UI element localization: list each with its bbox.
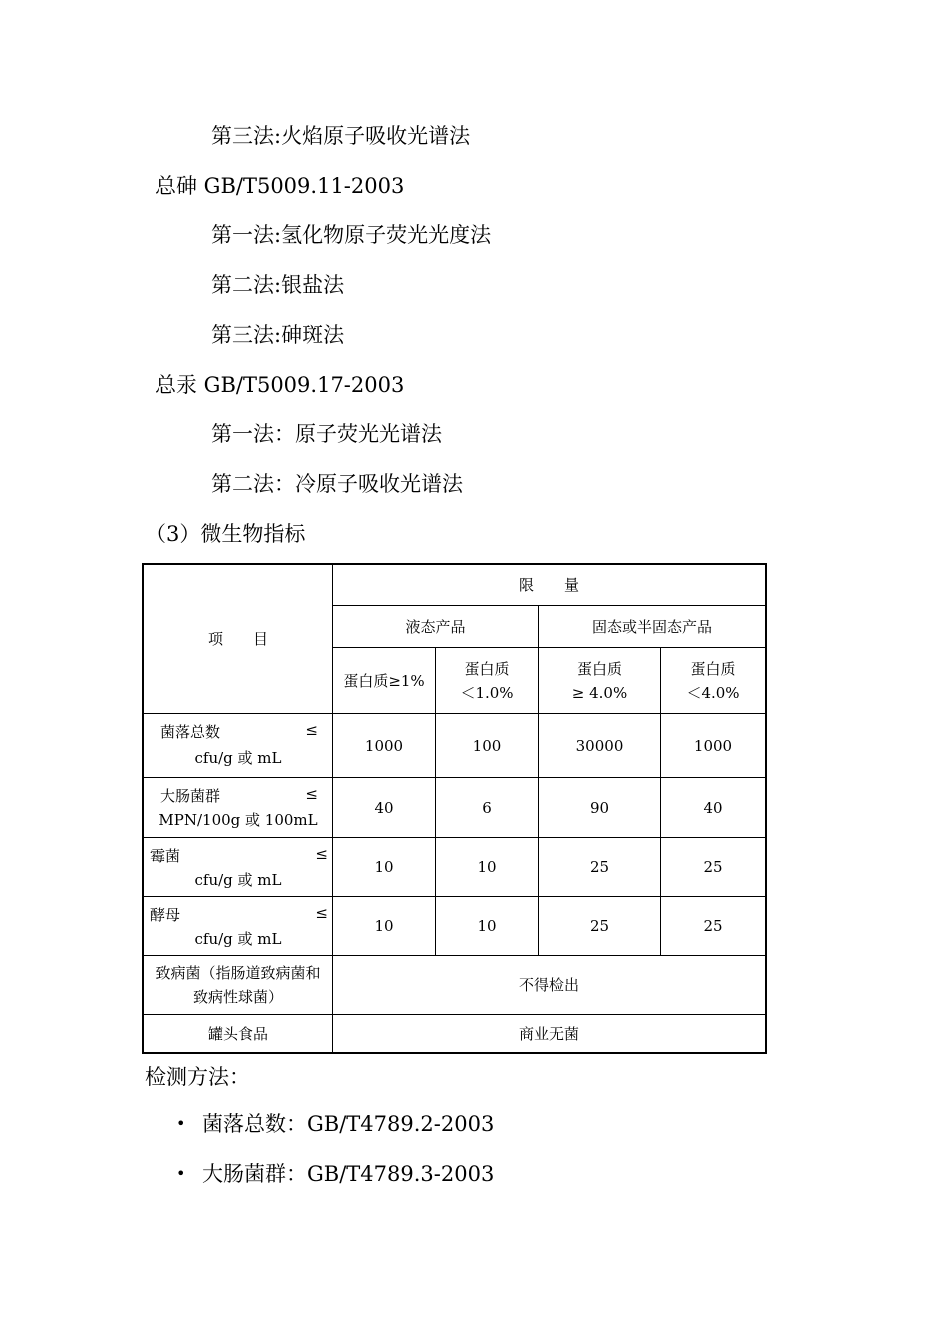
table-cell: 25 <box>539 897 661 956</box>
table-cell: 1000 <box>661 714 765 778</box>
table-cell: 10 <box>333 897 436 956</box>
table-cell: 40 <box>661 778 765 838</box>
sub-header: 蛋白质 ＜1.0% <box>436 648 539 714</box>
method-line: 第一法：原子荧光光谱法 <box>211 422 442 446</box>
table-cell: 10 <box>333 838 436 897</box>
table-cell: 25 <box>539 838 661 897</box>
sub-header: 蛋白质≥1% <box>333 648 436 714</box>
method-item: 菌落总数：GB/T4789.2-2003 <box>202 1112 495 1136</box>
section-heading: （3）微生物指标 <box>145 522 306 546</box>
bullet-icon: • <box>176 1164 186 1183</box>
table-cell: 不得检出 <box>333 956 765 1015</box>
table-cell: 30000 <box>539 714 661 778</box>
method-item: 大肠菌群：GB/T4789.3-2003 <box>202 1162 495 1186</box>
method-line: 第三法:砷斑法 <box>211 323 345 347</box>
table-cell: 40 <box>333 778 436 838</box>
table-cell: 90 <box>539 778 661 838</box>
table-cell: 1000 <box>333 714 436 778</box>
table-cell: 100 <box>436 714 539 778</box>
sub-header: 蛋白质 ＜4.0% <box>661 648 765 714</box>
sub-header: 蛋白质 ≥ 4.0% <box>539 648 661 714</box>
table-cell: 25 <box>661 838 765 897</box>
table-cell: 商业无菌 <box>518 1024 579 1043</box>
mercury-standard-heading: 总汞 GB/T5009.17-2003 <box>155 373 405 397</box>
header-item: 项 目 <box>144 565 333 714</box>
row-label: 致病菌（指肠道致病菌和 致病性球菌） <box>144 956 333 1015</box>
table-cell: 25 <box>661 897 765 956</box>
microbial-limits-table <box>142 563 767 1054</box>
table-cell: 10 <box>436 897 539 956</box>
header-liquid: 液态产品 <box>333 606 539 648</box>
table-cell: 6 <box>436 778 539 838</box>
row-label: 酵母 ≤ cfu/g 或 mL <box>144 897 333 956</box>
methods-title: 检测方法： <box>145 1065 250 1089</box>
header-limit: 限 量 <box>333 565 765 606</box>
row-label: 罐头食品 <box>144 1015 333 1052</box>
method-line: 第二法：冷原子吸收光谱法 <box>211 472 463 496</box>
row-label: 大肠菌群 ≤ MPN/100g 或 100mL <box>144 778 333 838</box>
bullet-icon: • <box>176 1114 186 1133</box>
method-line: 第一法:氢化物原子荧光光度法 <box>211 223 492 247</box>
arsenic-standard-heading: 总砷 GB/T5009.11-2003 <box>155 174 405 198</box>
table-cell: 10 <box>436 838 539 897</box>
method-line: 第三法:火焰原子吸收光谱法 <box>211 124 471 148</box>
row-label: 霉菌 ≤ cfu/g 或 mL <box>144 838 333 897</box>
header-solid: 固态或半固态产品 <box>539 606 765 648</box>
row-label: 菌落总数 ≤ cfu/g 或 mL <box>144 714 333 778</box>
method-line: 第二法:银盐法 <box>211 273 345 297</box>
